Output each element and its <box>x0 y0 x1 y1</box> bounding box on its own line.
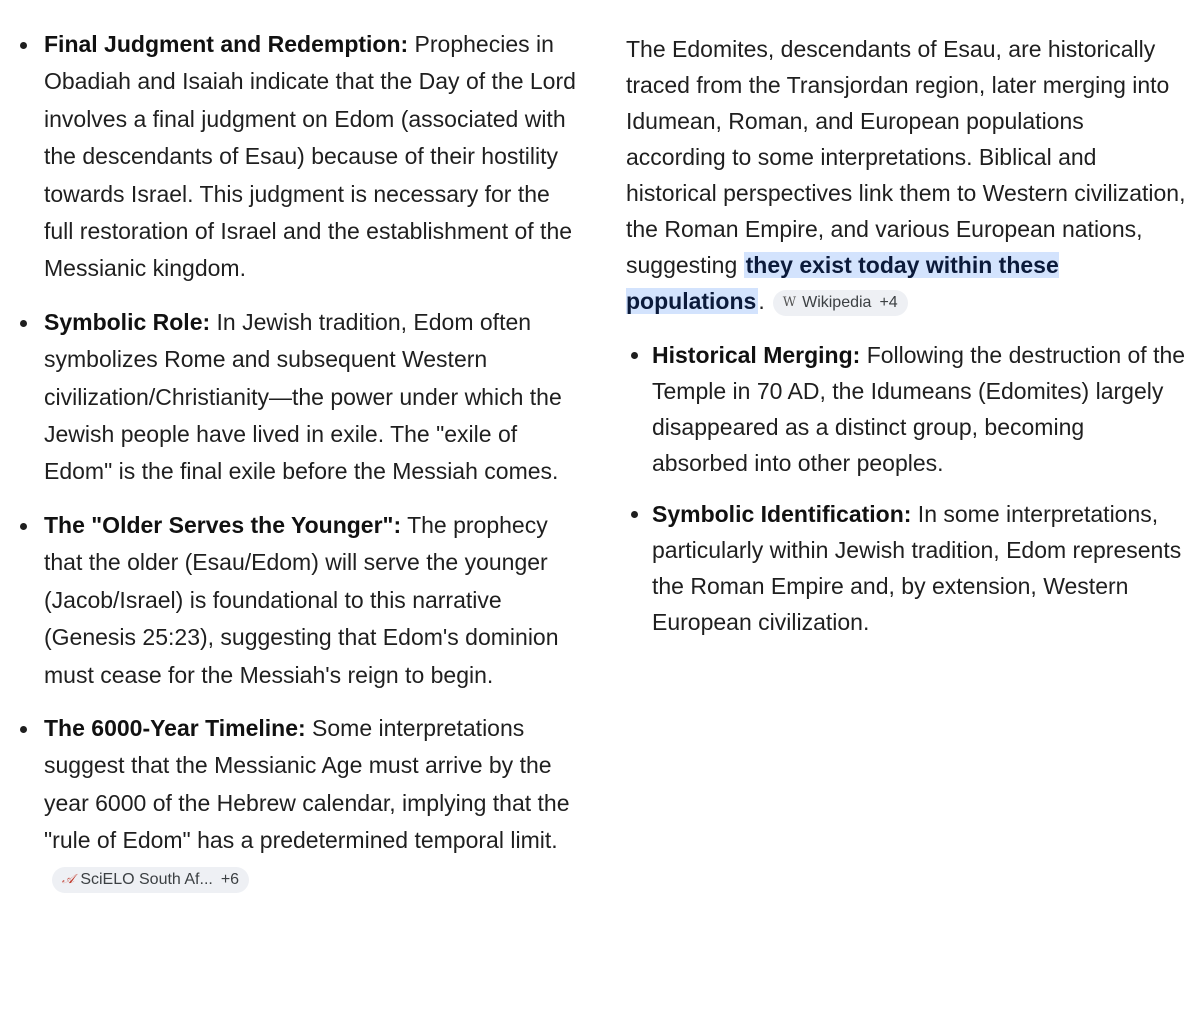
list-item-term: The "Older Serves the Younger": <box>44 511 402 538</box>
highlighted-claim[interactable]: they exist today within these populations <box>626 252 1059 314</box>
intro-paragraph-end: . <box>758 288 765 314</box>
list-item <box>626 337 1186 481</box>
list-item-text: In Jewish tradition, Edom often symbolizes Rome and subsequent Western civilization/Christianity—the power under which the Jewish people have lived in exile. The "exile of Edom" is the final exile before the Messiah comes. <box>44 308 562 485</box>
left-column <box>0 0 585 913</box>
list-item <box>0 26 585 288</box>
list-item <box>0 710 585 897</box>
list-item <box>0 507 585 694</box>
list-item-term: Historical Merging: <box>652 342 861 368</box>
list-item-term: Symbolic Role: <box>44 308 211 335</box>
list-item-text: Following the destruction of the Temple in 70 AD, the Idumeans (Edomites) largely disappeared as a distinct group, becoming absorbed into other peoples. <box>652 342 1186 476</box>
list-item-text: Prophecies in Obadiah and Isaiah indicate that the Day of the Lord involves a final judgment on Edom (associated with the descendants of Esau) because of their hostility towards Israel. This judgment is necessary for the full restoration of Israel and the establishment of the Messianic kingdom. <box>44 31 576 282</box>
wikipedia-icon: W <box>782 295 797 310</box>
right-bullet-list <box>626 335 1186 640</box>
list-item <box>626 496 1186 640</box>
source-chip-label: SciELO South Af... <box>80 870 213 888</box>
source-chip-count: +6 <box>220 870 240 888</box>
list-item-text: Some interpretations suggest that the Messianic Age must arrive by the year 6000 of the Hebrew calendar, implying that the "rule of Edom" has a predetermined temporal limit. <box>44 714 570 854</box>
list-item-text: In some interpretations, particularly within Jewish tradition, Edom represents the Roman Empire and, by extension, Western European civilization. <box>652 501 1182 635</box>
list-item-term: Symbolic Identification: <box>652 501 912 527</box>
list-item-term: Final Judgment and Redemption: <box>44 31 409 57</box>
intro-paragraph <box>626 0 1186 319</box>
source-chip-wikipedia[interactable] <box>773 290 908 316</box>
right-column <box>626 0 1186 655</box>
list-item-term: The 6000-Year Timeline: <box>44 714 306 741</box>
source-chip-label: Wikipedia <box>802 294 872 311</box>
intro-paragraph-text: The Edomites, descendants of Esau, are historically traced from the Transjordan region, later merging into Idumean, Roman, and European populations according to some interpretations. Biblical and historical perspectives link them to Western civilization, the Roman Empire, and various European nations, suggesting <box>626 36 1186 278</box>
left-bullet-list <box>0 0 585 897</box>
list-item <box>0 304 585 491</box>
list-item-text: The prophecy that the older (Esau/Edom) will serve the younger (Jacob/Israel) is foundational to this narrative (Genesis 25:23), suggesting that Edom's dominion must cease for the Messiah's reign to begin. <box>44 511 559 688</box>
source-chip-count: +4 <box>879 294 898 311</box>
scielo-icon: 𝒜 <box>62 871 75 887</box>
source-chip-scielo[interactable] <box>52 867 249 893</box>
